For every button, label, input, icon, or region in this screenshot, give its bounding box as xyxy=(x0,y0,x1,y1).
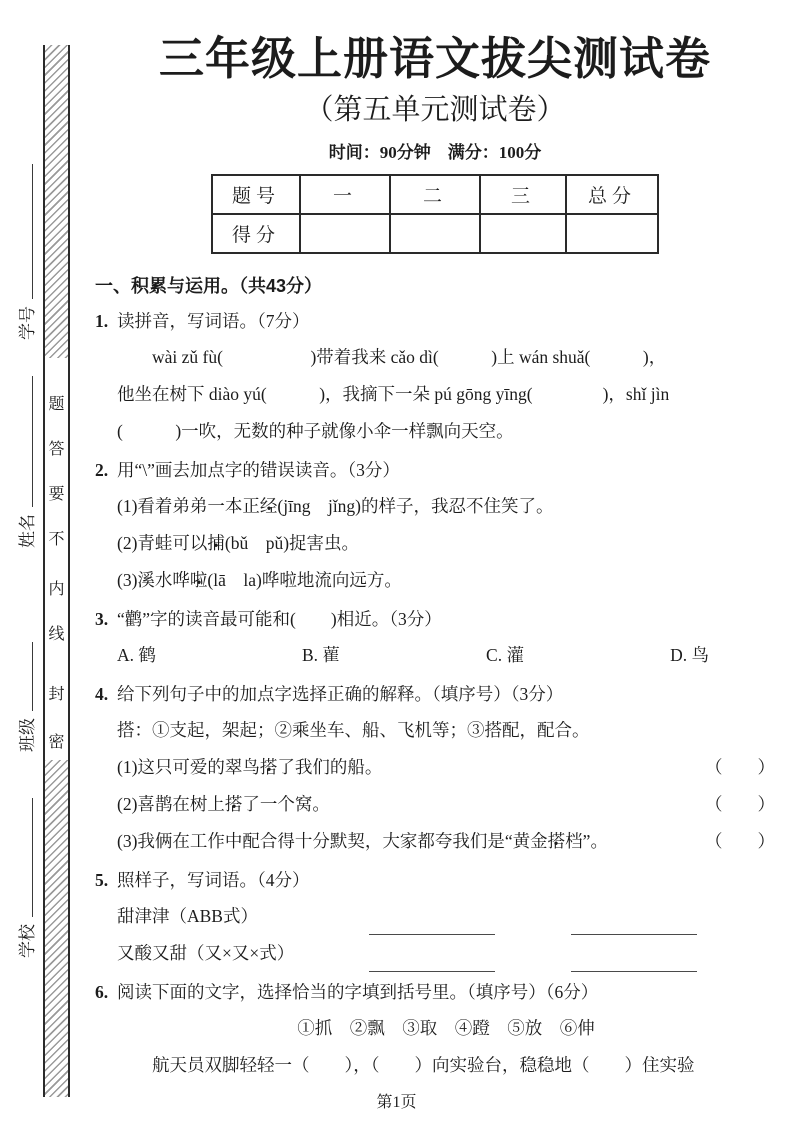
seal-char: 要 xyxy=(45,480,68,510)
sidebar-field-school xyxy=(12,798,38,958)
emphasized-char: 搭 • xyxy=(548,831,566,851)
seal-char: 答 xyxy=(45,435,68,465)
field-label: 班级 xyxy=(17,718,37,752)
sidebar-field-student-number xyxy=(12,164,38,340)
emphasized-char: 搭 • xyxy=(260,757,278,777)
score-input-cell[interactable] xyxy=(480,214,566,253)
page-number: 第1页 xyxy=(376,1094,417,1111)
pinyin-line[interactable]: ( )一吹，无数的种子就像小伞一样飘向天空。 xyxy=(117,421,514,441)
question-number: 2. xyxy=(95,460,109,480)
answer-blank[interactable] xyxy=(571,948,697,972)
question-number: 4. xyxy=(95,684,109,704)
score-table-score-row xyxy=(212,214,658,253)
example-row xyxy=(117,898,775,935)
emphasized-char: 经 • xyxy=(260,496,278,516)
answer-parens[interactable]: （ ） xyxy=(705,794,775,814)
question-6 xyxy=(95,974,775,1084)
score-header-cell: 三 xyxy=(480,175,566,214)
sub-item: (1)这只可爱的翠鸟搭 •了我们的船。 （ ） xyxy=(117,749,775,786)
sub-item[interactable]: (2)青蛙可以捕 •(bǔ pǔ)捉害虫。 xyxy=(117,525,775,562)
score-table-header-row xyxy=(212,175,658,214)
example-word: 又酸又甜（又×又×式） xyxy=(117,943,295,963)
score-header-cell: 总分 xyxy=(566,175,658,214)
score-input-cell[interactable] xyxy=(390,214,480,253)
seal-char: 内 xyxy=(45,575,68,605)
choices-row[interactable]: ①抓 ②飘 ③取 ④蹬 ⑤放 ⑥伸 xyxy=(297,1018,595,1038)
write-line[interactable] xyxy=(17,798,33,917)
option-d[interactable]: D. 鸟 xyxy=(670,645,709,665)
field-label: 学号 xyxy=(17,306,37,340)
sub-item: (2)喜鹊在树上搭 •了一个窝。 （ ） xyxy=(117,786,775,823)
page-title: 三年级上册语文拔尖测试卷 xyxy=(158,33,711,84)
definition-line: 搭：①支起，架起；②乘坐车、船、飞机等；③搭配，配合。 xyxy=(117,720,590,740)
passage-line[interactable]: 航天员双脚轻轻一（ ），（ ）向实验台，稳稳地（ ）住实验 xyxy=(152,1055,695,1075)
example-word: 甜津津（ABB式） xyxy=(117,906,258,926)
question-title: 阅读下面的文字，选择恰当的字填到括号里。（填序号）（6分） xyxy=(117,982,599,1002)
pinyin-line[interactable]: wài zǔ fù( )带着我来 cǎo dì( )上 wán shuǎ( )， xyxy=(152,347,667,367)
pinyin-line[interactable]: 他坐在树下 diào yú( )，我摘下一朵 pú gōng yīng( )，shǐ jìn xyxy=(117,384,670,404)
question-title: 读拼音，写词语。（7分） xyxy=(117,311,310,331)
question-1 xyxy=(95,303,775,450)
answer-blank[interactable] xyxy=(571,911,697,935)
seal-char: 题 xyxy=(45,390,68,420)
question-title: “鹳”字的读音最可能和( )相近。（3分） xyxy=(117,609,442,629)
option-b[interactable]: B. 雚 xyxy=(302,645,340,665)
question-number: 1. xyxy=(95,311,109,331)
seal-char: 线 xyxy=(45,620,68,650)
option-c[interactable]: C. 灌 xyxy=(486,645,524,665)
question-title: 用“\”画去加点字的错误读音。（3分） xyxy=(117,460,400,480)
score-row-label: 得分 xyxy=(212,214,300,253)
question-title: 照样子，写词语。（4分） xyxy=(117,870,310,890)
question-number: 5. xyxy=(95,870,109,890)
answer-parens[interactable]: （ ） xyxy=(705,831,775,851)
question-2 xyxy=(95,452,775,599)
score-header-cell: 一 xyxy=(300,175,390,214)
field-label: 姓名 xyxy=(17,514,37,548)
write-line[interactable] xyxy=(17,164,33,299)
question-3 xyxy=(95,601,775,674)
question-5 xyxy=(95,862,775,972)
header xyxy=(95,0,775,163)
sub-item[interactable]: (3)溪水哗啦 •(lā la)哗啦地流向远方。 xyxy=(117,562,775,599)
score-header-cell: 二 xyxy=(390,175,480,214)
score-header-cell: 题号 xyxy=(212,175,300,214)
seal-char: 封 xyxy=(45,680,68,710)
answer-blank[interactable] xyxy=(369,948,495,972)
field-label: 学校 xyxy=(17,924,37,958)
exam-meta: 时间：90分钟 满分：100分 xyxy=(328,143,542,162)
seal-char: 不 xyxy=(45,525,68,555)
score-table xyxy=(211,174,659,254)
question-number: 3. xyxy=(95,609,109,629)
sidebar-field-name xyxy=(12,376,38,548)
sub-item: (3)我俩在工作中配合得十分默契，大家都夸我们是“黄金搭 •档”。 （ ） xyxy=(117,823,775,860)
write-line[interactable] xyxy=(17,376,33,507)
example-row xyxy=(117,935,775,972)
sub-item[interactable]: (1)看着弟弟一本正经 •(jīng jǐng)的样子，我忍不住笑了。 xyxy=(117,488,775,525)
option-a[interactable]: A. 鹤 xyxy=(117,645,156,665)
question-number: 6. xyxy=(95,982,109,1002)
score-input-cell[interactable] xyxy=(566,214,658,253)
write-line[interactable] xyxy=(17,642,33,711)
seal-char: 密 xyxy=(45,728,68,758)
options-row xyxy=(117,637,709,674)
section-heading: 一、积累与运用。（共43分） xyxy=(95,276,323,296)
question-4 xyxy=(95,676,775,860)
score-input-cell[interactable] xyxy=(300,214,390,253)
answer-parens[interactable]: （ ） xyxy=(705,757,775,777)
emphasized-char: 捕 • xyxy=(207,533,225,553)
page-subtitle: （第五单元测试卷） xyxy=(304,94,566,126)
seal-line-band xyxy=(43,45,70,1097)
answer-blank[interactable] xyxy=(369,911,495,935)
main-content xyxy=(95,0,775,1084)
question-title: 给下列句子中的加点字选择正确的解释。（填序号）（3分） xyxy=(117,684,564,704)
sidebar-field-class xyxy=(12,642,38,752)
emphasized-char: 啦 • xyxy=(190,570,208,590)
emphasized-char: 搭 • xyxy=(225,794,243,814)
